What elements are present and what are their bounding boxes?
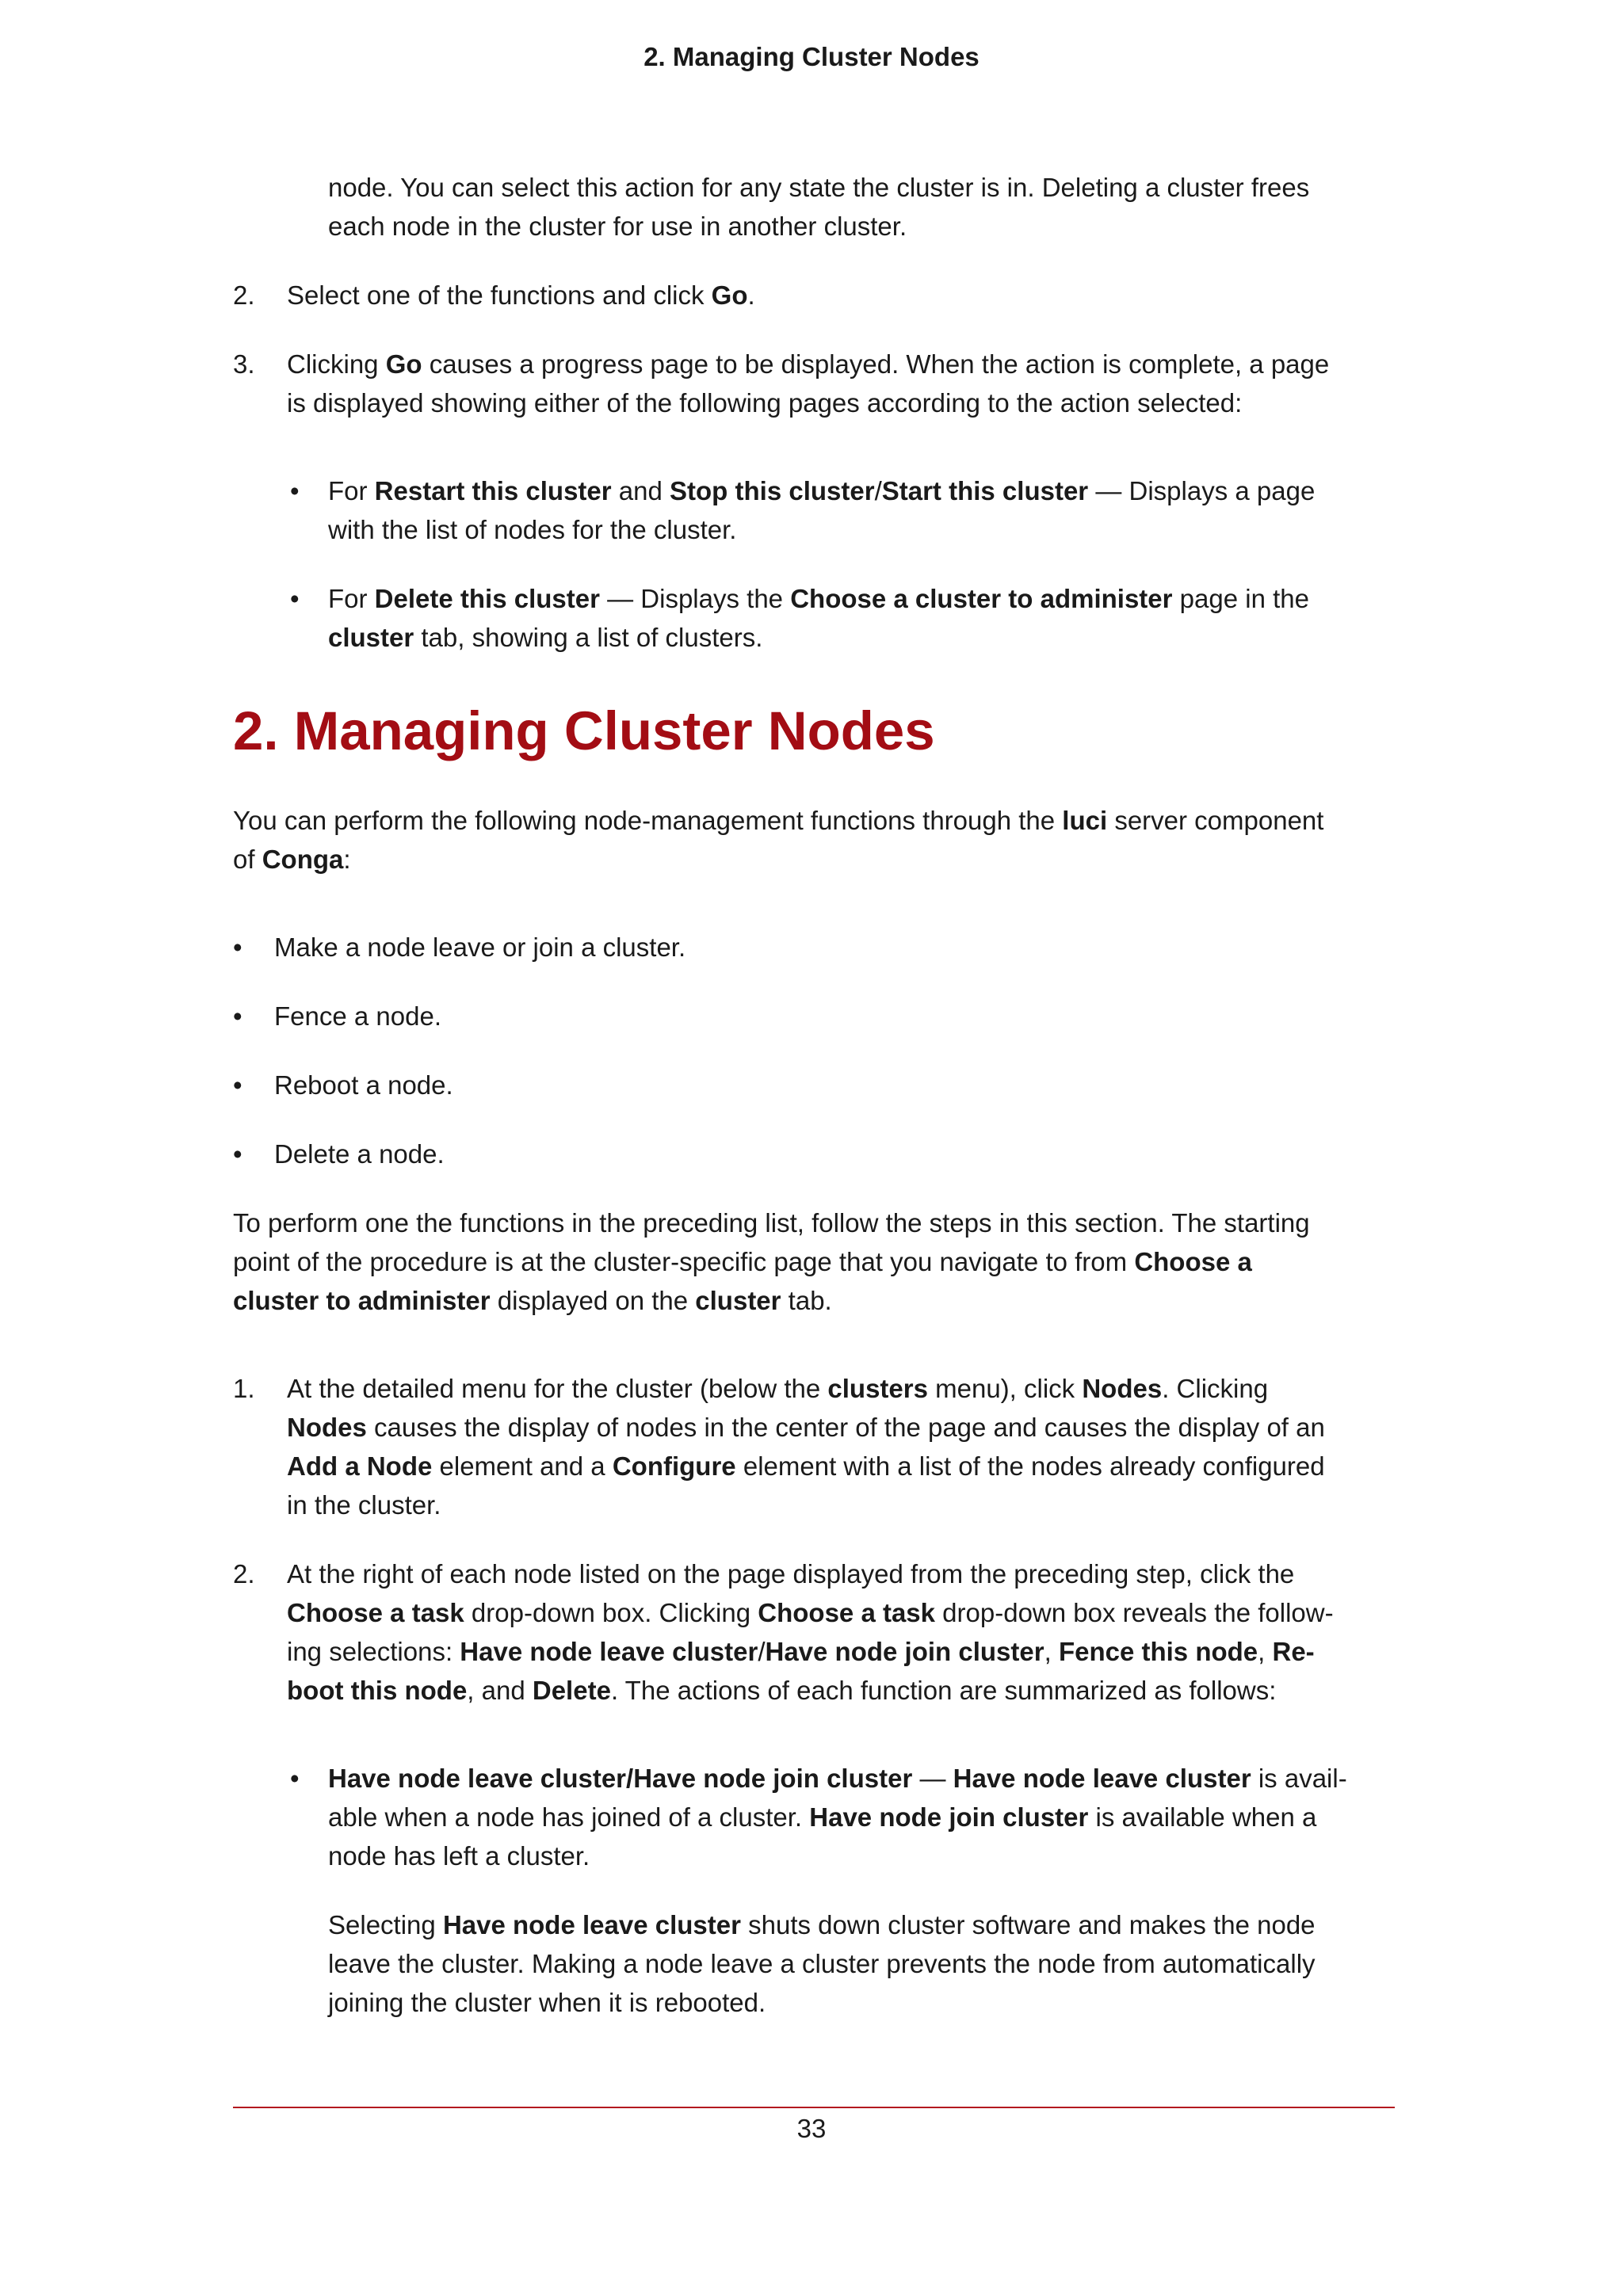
bullet-marker: • [290, 584, 300, 613]
numbered-step: 2. Select one of the functions and click Go. [233, 276, 1401, 315]
section-heading: 2. Managing Cluster Nodes [233, 700, 935, 761]
bullet-marker: • [233, 1001, 242, 1031]
step-number: 2. [233, 1559, 255, 1589]
sub-paragraph: Selecting Have node leave cluster shuts down cluster software and makes the node leave the cluster. Making a node leave a cluster prevents the node from automatically joining the cluster when it is rebooted. [328, 1910, 1316, 2017]
bullet-marker: • [233, 1070, 242, 1100]
numbered-step: 3. Clicking Go causes a progress page to be displayed. When the action is complete, a page is displayed showing either of the following pages according to the action selected: [233, 345, 1401, 422]
sub-bullet-item: • Have node leave cluster/Have node join cluster — Have node leave cluster is avail- able when a node has joined of a cluster. Have node join cluster is available when a node has left a cluster. [233, 1759, 1401, 1875]
text-line: node. You can select this action for any state the cluster is in. Deleting a cluster frees [328, 173, 1310, 202]
step-number: 2. [233, 280, 255, 310]
sub-bullet-item: • For Restart this cluster and Stop this cluster/Start this cluster — Displays a page with the list of nodes for the cluster. [233, 471, 1401, 549]
bullet-marker: • [233, 1139, 242, 1169]
sub-bullet-item: • For Delete this cluster — Displays the Choose a cluster to administer page in the cluster tab, showing a list of clusters. [233, 579, 1401, 657]
list-item: • Fence a node. [233, 997, 1401, 1035]
bullet-marker: • [290, 476, 300, 505]
page-body [233, 168, 1401, 2022]
procedure-intro: To perform one the functions in the preceding list, follow the steps in this section. The starting point of the procedure is at the cluster-specific page that you navigate to from Choose a cluster to administer displayed on the cluster tab. [233, 1208, 1310, 1315]
list-item: • Make a node leave or join a cluster. [233, 928, 1401, 967]
bullet-marker: • [290, 1764, 300, 1793]
bullet-marker: • [233, 933, 242, 962]
section-intro: You can perform the following node-management functions through the luci server component of Conga: [233, 806, 1324, 874]
page-number: 33 [796, 2114, 827, 2143]
list-item: • Reboot a node. [233, 1066, 1401, 1104]
numbered-step: 2. At the right of each node listed on the page displayed from the preceding step, click the Choose a task drop-down box. Clicking Choose a task drop-down box reveals the follow- ing selections: Have node leave cluster/Have node join cluster, Fence this node, Re- boot this node, and Delete. The actions of each function are summarized as follows: [233, 1554, 1401, 1710]
continuation-paragraph [233, 168, 1401, 246]
text-line: each node in the cluster for use in another cluster. [328, 212, 907, 241]
step-number: 1. [233, 1374, 255, 1403]
running-header: 2. Managing Cluster Nodes [643, 42, 980, 71]
list-item: • Delete a node. [233, 1135, 1401, 1173]
footer-rule [233, 2107, 1395, 2108]
step-number: 3. [233, 349, 255, 379]
numbered-step: 1. At the detailed menu for the cluster (below the clusters menu), click Nodes. Clicking Nodes causes the display of nodes in the center of the page and causes the display of an Add a Node element and a Configure element with a list of the nodes already configured in the cluster. [233, 1369, 1401, 1524]
